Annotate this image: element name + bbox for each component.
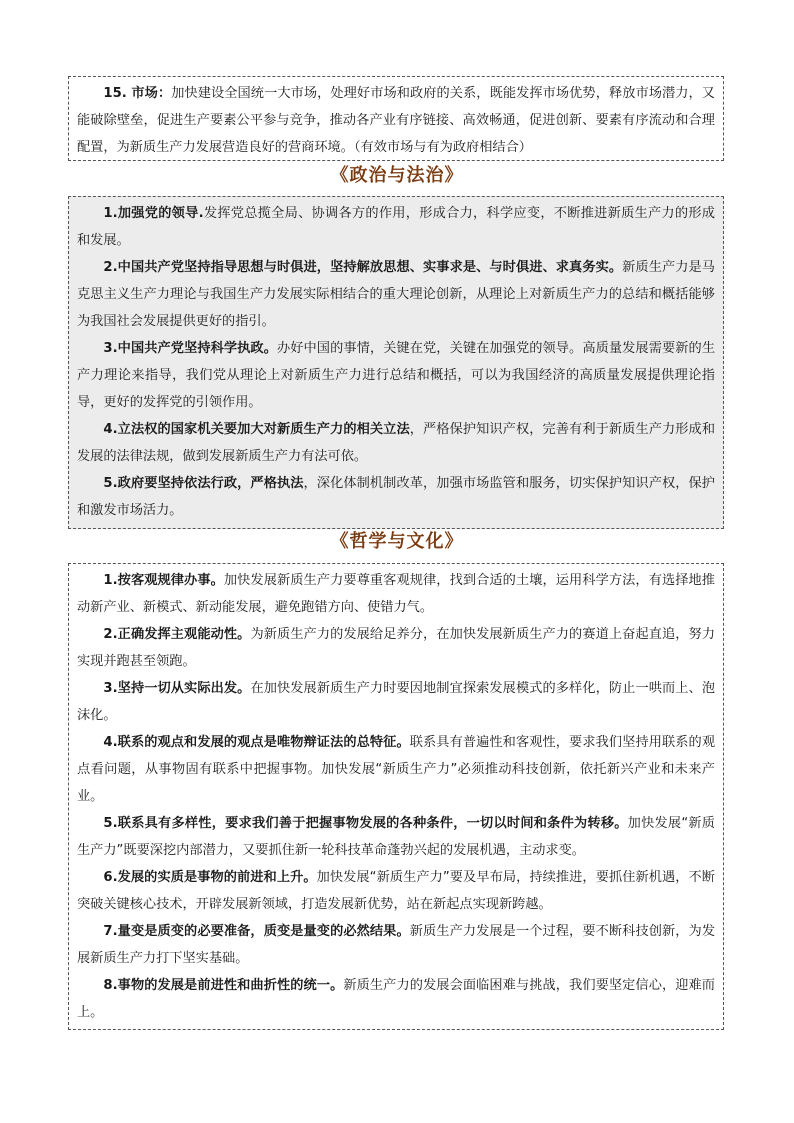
philosophy-item — [77, 729, 715, 810]
philosophy-title: 《哲学与文化》 — [330, 531, 464, 552]
politics-item-lead: 1.加强党的领导. — [103, 206, 204, 221]
politics-item-lead: 3.中国共产党坚持科学执政。 — [103, 341, 277, 356]
politics-item-text: 新质生产力是马克思主义生产力理论与我国生产力发展实际相结合的重大理论创新，从理论上对新质生产力的总结和概括能够为我国社会发展提供更好的指引。 — [77, 260, 715, 329]
politics-item-lead: 5.政府要坚持依法行政，严格执法 — [103, 476, 304, 491]
politics-item-lead: 4.立法权的国家机关要加大对新质生产力的相关立法 — [103, 422, 410, 437]
politics-item — [77, 200, 715, 254]
philosophy-item-text: 加快发展“新质生产力”既要深挖内部潜力，又要抓住新一轮科技革命蓬勃兴起的发展机遇，主动求变。 — [77, 816, 715, 858]
philosophy-item — [77, 864, 715, 918]
philosophy-item-lead: 3.坚持一切从实际出发。 — [103, 681, 251, 696]
politics-item-text: 办好中国的事情，关键在党，关键在加强党的领导。高质量发展需要新的生产力理论来指导，我们党从理论上对新质生产力进行总结和概括，可以为我国经济的高质量发展提供理论指导，更好的发挥党的引领作用。 — [77, 341, 716, 410]
philosophy-item — [77, 972, 715, 1026]
market-box — [68, 76, 724, 161]
philosophy-item-text: 联系具有普遍性和客观性，要求我们坚持用联系的观点看问题，从事物固有联系中把握事物。加快发展“新质生产力”必须推动科技创新，依托新兴产业和未来产业。 — [77, 735, 716, 804]
politics-item-text: ，严格保护知识产权，完善有利于新质生产力形成和发展的法律法规，做到发展新质生产力有法可依。 — [77, 422, 716, 464]
market-paragraph — [77, 80, 715, 161]
philosophy-item-text: 加快发展“新质生产力”要及早布局，持续推进，要抓住新机遇，不断突破关键核心技术，开辟发展新领域，打造发展新优势，站在新起点实现新跨越。 — [77, 870, 715, 912]
philosophy-item-lead: 6.发展的实质是事物的前进和上升。 — [103, 870, 317, 885]
market-text: 加快建设全国统一大市场，处理好市场和政府的关系，既能发挥市场优势，释放市场潜力，又能破除壁垒，促进生产要素公平参与竞争，推动各产业有序链接、高效畅通，促进创新、要素有序流动和合理配置，为新质生产力发展营造良好的营商环境。（有效市场与有为政府相结合） — [77, 86, 715, 155]
philosophy-item — [77, 675, 715, 729]
politics-item-lead: 2.中国共产党坚持指导思想与时俱进，坚持解放思想、实事求是、与时俱进、求真务实。 — [103, 260, 623, 275]
philosophy-box — [68, 563, 724, 1030]
philosophy-item — [77, 918, 715, 972]
philosophy-item — [77, 567, 715, 621]
philosophy-item-text: 为新质生产力的发展给足养分，在加快发展新质生产力的赛道上奋起直追，努力实现并跑甚至领跑。 — [77, 627, 716, 669]
philosophy-item-lead: 4.联系的观点和发展的观点是唯物辩证法的总特征。 — [103, 735, 410, 750]
philosophy-item-text: 新质生产力发展是一个过程，要不断科技创新，为发展新质生产力打下坚实基础。 — [77, 924, 716, 966]
philosophy-item-lead: 2.正确发挥主观能动性。 — [103, 627, 251, 642]
philosophy-item-lead: 7.量变是质变的必要准备，质变是量变的必然结果。 — [103, 924, 410, 939]
politics-item — [77, 254, 715, 335]
philosophy-item-text: 新质生产力的发展会面临困难与挑战，我们要坚定信心，迎难而上。 — [77, 978, 715, 1020]
philosophy-item-lead: 1.按客观规律办事。 — [103, 573, 224, 588]
philosophy-item — [77, 810, 715, 864]
politics-title: 《政治与法治》 — [330, 165, 464, 186]
philosophy-item-lead: 5.联系具有多样性，要求我们善于把握事物发展的各种条件，一切以时间和条件为转移。 — [103, 816, 628, 831]
philosophy-item-text: 在加快发展新质生产力时要因地制宜探索发展模式的多样化，防止一哄而上、泡沫化。 — [77, 681, 716, 723]
philosophy-item-lead: 8.事物的发展是前进性和曲折性的统一。 — [103, 978, 344, 993]
politics-box — [68, 196, 724, 529]
politics-item-text: 发挥党总揽全局、协调各方的作用，形成合力，科学应变，不断推进新质生产力的形成和发展。 — [77, 206, 715, 248]
philosophy-item — [77, 621, 715, 675]
politics-item — [77, 335, 715, 416]
market-lead: 15. 市场： — [103, 86, 172, 101]
politics-item — [77, 470, 715, 524]
philosophy-item-text: 加快发展新质生产力要尊重客观规律，找到合适的土壤，运用科学方法，有选择地推动新产业、新模式、新动能发展，避免跑错方向、使错力气。 — [77, 573, 715, 615]
politics-item — [77, 416, 715, 470]
politics-item-text: ，深化体制机制改革，加强市场监管和服务，切实保护知识产权，保护和激发市场活力。 — [77, 476, 715, 518]
